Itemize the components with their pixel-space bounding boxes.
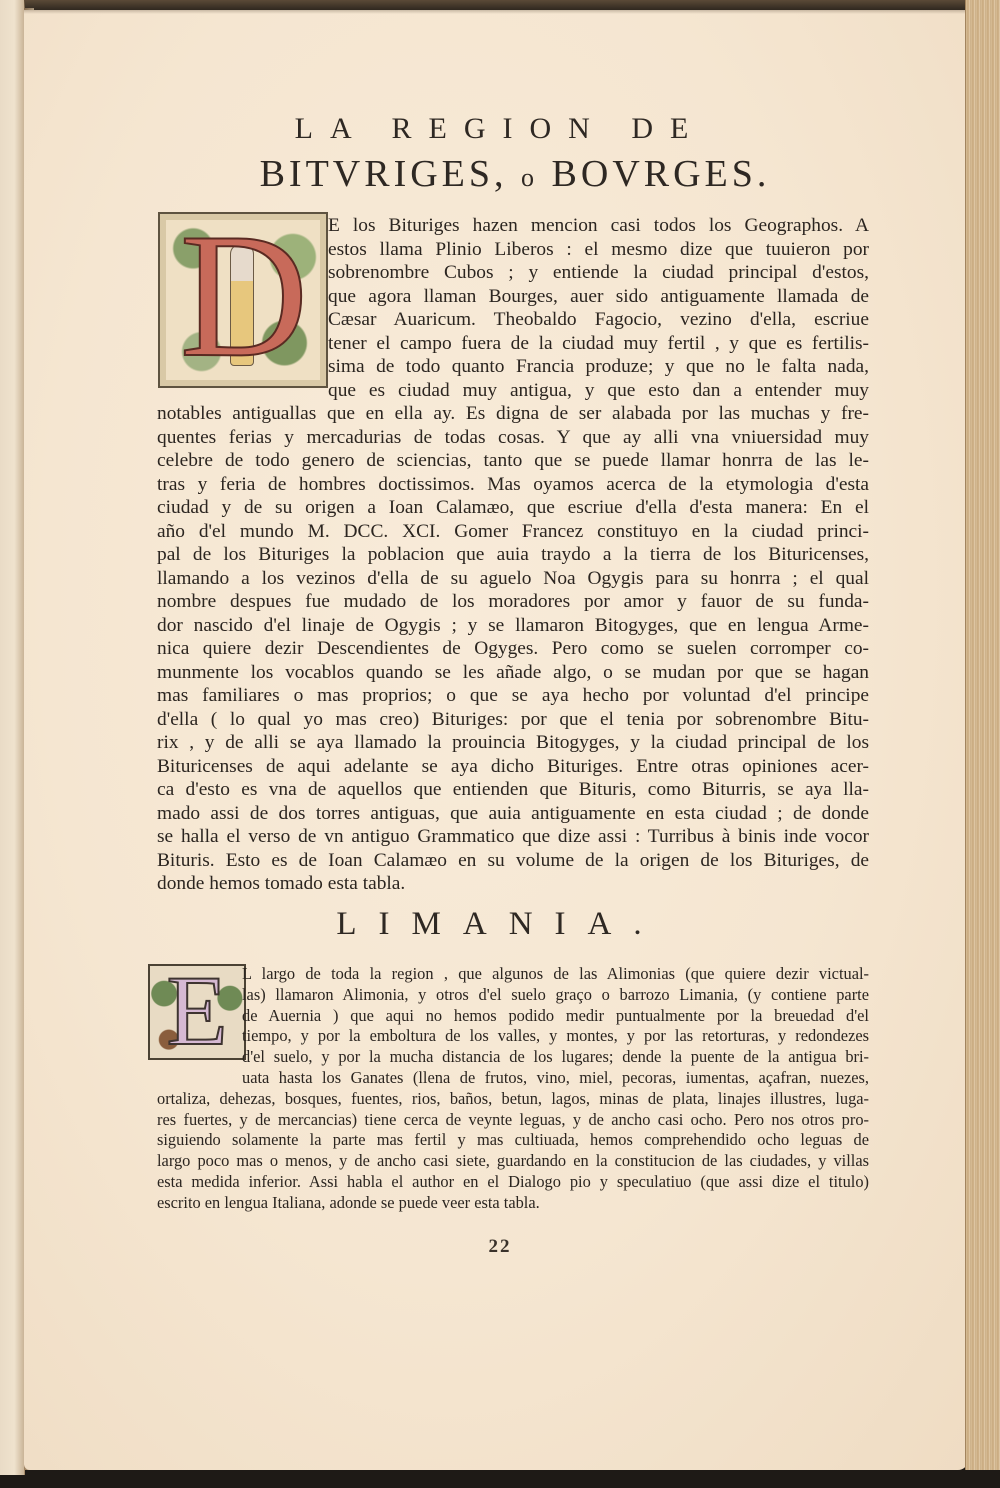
- text-line: que agora llaman Bourges, auer sido antiguamente llamada de: [328, 285, 869, 307]
- text-line: res fuertes, y de mercancias) tiene cerca de veynte leguas, y de ancho casi ocho. Pero nos otros pro-: [157, 1109, 869, 1129]
- text-line: nombre despues fue mudado de los moradores por amor y fauor de su funda-: [157, 591, 869, 612]
- text-line: donde hemos tomado esta tabla.: [157, 873, 406, 894]
- text-line: siguiendo solamente la parte mas fertil y mas cultiuada, hemos comprehendido ocho leguas de: [157, 1130, 869, 1150]
- page-number: 22: [488, 1236, 512, 1257]
- text-line: celebre de todo genero de sciencias, tanto que se puede llamar honrra de las le-: [157, 450, 869, 471]
- text-line: escrito en lengua Italiana, adonde se puede veer esta tabla.: [157, 1192, 540, 1212]
- drop-cap-letter: D: [179, 196, 309, 394]
- text-line: las) llamaron Alimonia, y otros d'el suelo graço o barrozo Limania, (y contiene parte: [242, 984, 869, 1004]
- text-line: ca d'esto es vna de aquellos que entienden que Bituris, como Biturris, se aya lla-: [157, 779, 869, 800]
- text-line: se halla el verso de vn antiguo Grammatico que dize assi : Turribus à binis inde vocor: [157, 826, 869, 847]
- title-bituriges: BITVRIGES,: [259, 153, 508, 195]
- drop-cap-letter: E: [166, 955, 228, 1066]
- limania-paragraph: [157, 964, 869, 1214]
- text-line: mado assi de dos torres antiguas, que auia antiguamente en esta ciudad ; de donde: [157, 802, 869, 824]
- bituriges-paragraph: [157, 214, 869, 896]
- text-line: quentes ferias y mercadurias de todas cosas. Y que ay alli vna vniuersidad muy: [157, 426, 869, 448]
- text-line: tiempo, y por la emboltura de los valles, y montes, y por las retorturas, y redondezes: [242, 1026, 869, 1046]
- text-line: dor nascido d'el linaje de Ogygis ; y se llamaron Bitogyges, que en lengua Arme-: [157, 614, 869, 636]
- text-line: sobrenombre Cubos ; y entiende la ciudad principal d'estos,: [328, 262, 869, 283]
- section-title-limania: LIMANIA.: [336, 906, 664, 942]
- text-line: esta medida inferior. Assi habla el author en el Dialogo pio y speculatiuo (que assi dize el titulo): [157, 1171, 869, 1191]
- page-title-line-1: LA REGION DE: [294, 112, 706, 145]
- text-line: d'el suelo, y por la mucha distancia de los lugares; dende la puente de la antigua bri-: [242, 1047, 869, 1067]
- text-line: Bituris. Esto es de Ioan Calamæo en su volume de la origen de los Bituriges, de: [157, 849, 869, 871]
- title-connector: o: [521, 163, 539, 192]
- text-line: tener el campo fuera de la ciudad muy fertil , y que es fertilis-: [328, 332, 869, 354]
- text-line: d'ella ( lo qual yo mas creo) Bituriges: por que el tenia por sobrenombre Bitu-: [157, 708, 869, 730]
- text-line: Cæsar Auaricum. Theobaldo Fagocio, vezino d'ella, escriue: [328, 309, 869, 330]
- text-line: estos llama Plinio Liberos : el mesmo dize que tuuieron por: [328, 238, 869, 260]
- text-line: que es ciudad muy antigua, y que esto dan a entender muy: [328, 379, 869, 401]
- text-line: E los Bituriges hazen mencion casi todos los Geographos. A: [328, 215, 869, 236]
- text-line: año d'el mundo M. DCC. XCI. Gomer Francez constituyo en la ciudad princi-: [157, 520, 869, 542]
- text-line: Bituricenses de aqui adelante se aya dicho Bituriges. Entre otras opiniones acer-: [157, 755, 869, 777]
- text-line: tras y feria de hombres doctissimos. Mas oyamos acerca de la etymologia d'esta: [157, 473, 869, 495]
- page-title-line-2: [0, 152, 1000, 196]
- text-line: uata hasta los Ganates (llena de frutos, vino, miel, pecoras, iumentas, açafran, nuezes,: [242, 1067, 869, 1087]
- text-line: ciudad y de su origen a Ioan Calamæo, que escriue d'ella d'esta manera: En el: [157, 497, 869, 518]
- text-line: sima de todo quanto Francia produze; y que no le falta nada,: [328, 356, 869, 377]
- text-line: llamando a los vezinos d'ella de su aguelo Noa Ogygis para su honrra ; el qual: [157, 567, 869, 589]
- text-line: nica quiere dezir Descendientes de Ogyges. Pero como se suelen corromper co-: [157, 638, 869, 659]
- text-line: rix , y de alli se aya llamado la prouincia Bitogyges, y la ciudad principal de los: [157, 732, 869, 753]
- title-bourges: BOVRGES.: [551, 153, 771, 195]
- text-line: de Auernia ) que aqui no hemos podido medir puntualmente por la breuedad d'el: [242, 1005, 869, 1025]
- text-line: largo poco mas o menos, y de ancho casi siete, guardando en la constitucion de las ciudades, y villas: [157, 1151, 869, 1171]
- text-line: notables antiguallas que en ella ay. Es digna de ser alabada por las muchas y fre-: [157, 403, 869, 424]
- text-line: mas familiares o mas proprios; o que se aya hecho por voluntad d'el principe: [157, 685, 869, 706]
- text-line: munmente los vocablos quando se les añade algo, o se mudan por que se hagan: [157, 661, 869, 683]
- text-line: pal de los Bituriges la poblacion que auia traydo a la tierra de los Bituricenses,: [157, 544, 869, 565]
- text-line: ortaliza, dehezas, bosques, fuentes, rios, baños, betun, lagos, minas de plata, linajes illustres, luga-: [157, 1088, 869, 1108]
- text-line: L largo de toda la region , que algunos de las Alimonias (que quiere dezir victual-: [242, 964, 869, 983]
